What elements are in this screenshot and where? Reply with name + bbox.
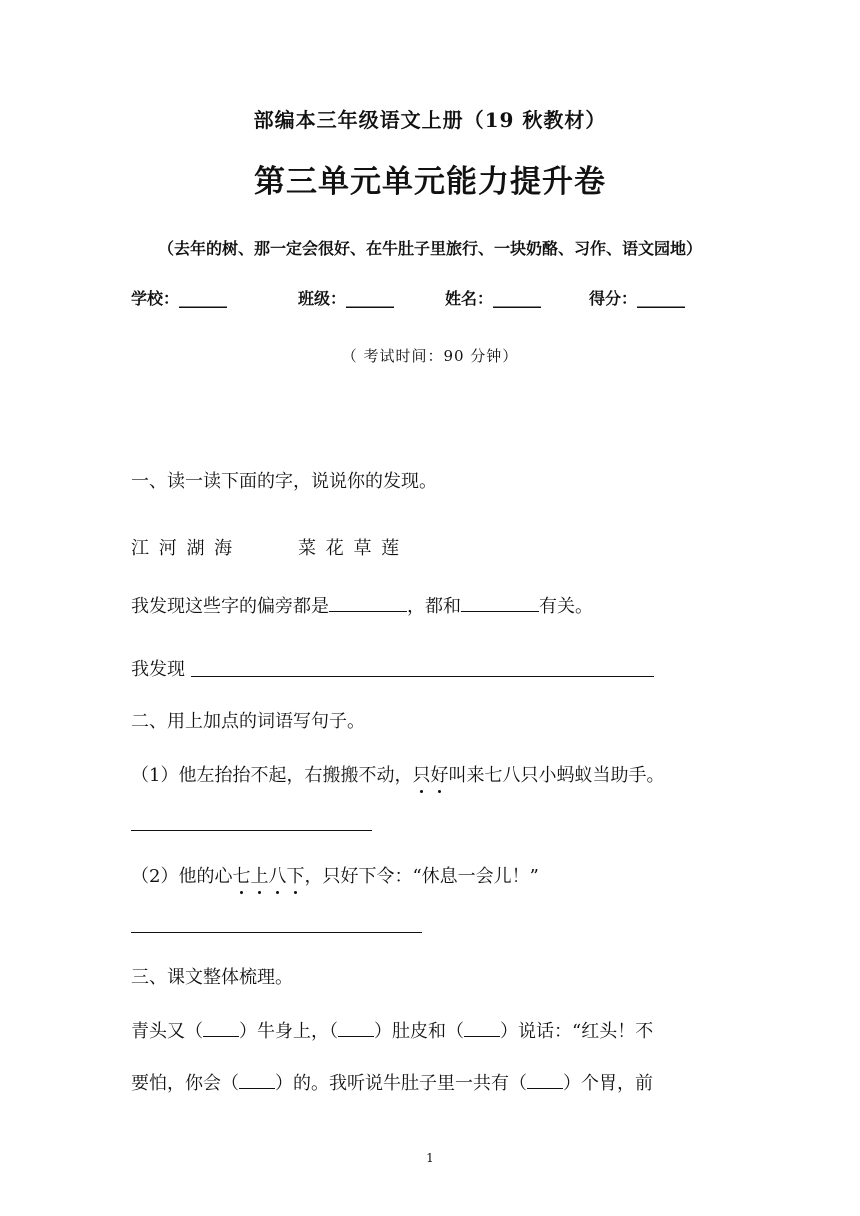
exam-time: （ 考试时间：90 分钟） [341, 347, 519, 365]
text-segment: ）个胃，前 [563, 1073, 653, 1094]
dotted-char: 七 [232, 866, 251, 887]
text-segment: ）的。我听说牛肚子里一共有（ [275, 1073, 527, 1094]
answer-line-sentence-1[interactable] [131, 830, 372, 831]
character-group-water: 江 河 湖 海 [131, 538, 235, 559]
text-segment: 叫来七八只小蚂蚁当助手。 [448, 765, 665, 786]
fill-blank[interactable] [203, 1018, 239, 1037]
fill-blank[interactable] [338, 1018, 374, 1037]
question-3-heading: 三、课文整体梳理。 [131, 967, 293, 988]
name-field: 姓名：______ [445, 289, 542, 308]
school-field: 学校：______ [131, 289, 228, 308]
answer-line-sentence-2[interactable] [131, 932, 422, 933]
dotted-char: 好 [430, 765, 449, 786]
text-segment: （1）他左抬抬不起，右搬搬不动， [131, 765, 413, 786]
text-segment: 青头又（ [131, 1021, 203, 1042]
dotted-char: 只 [412, 765, 431, 786]
dotted-char: 下 [286, 866, 305, 887]
fill-blank-radical[interactable] [329, 593, 407, 612]
lesson-list: （去年的树、那一定会很好、在牛肚子里旅行、一块奶酪、习作、语文园地） [157, 239, 702, 258]
document-title: 第三单元单元能力提升卷 [254, 164, 606, 200]
text-segment: ，只好下令：“休息一会儿！” [304, 866, 539, 887]
text-segment: （2）他的心 [131, 866, 233, 887]
question-1-heading: 一、读一读下面的字，说说你的发现。 [131, 471, 437, 492]
text-segment: ）说话：“红头！不 [500, 1021, 654, 1042]
character-group-plant: 菜 花 草 莲 [298, 538, 402, 559]
question-1-line-1 [131, 592, 593, 618]
text-segment: 我发现这些字的偏旁都是 [131, 596, 329, 617]
question-2-item-2 [131, 862, 539, 888]
class-field: 班级：______ [298, 289, 395, 308]
text-segment: ）肚皮和（ [374, 1021, 464, 1042]
fill-blank[interactable] [239, 1070, 275, 1089]
fill-blank-related[interactable] [461, 593, 539, 612]
text-segment: 要怕，你会（ [131, 1073, 239, 1094]
question-1-line-2-label: 我发现 [131, 659, 185, 680]
text-segment: ）牛身上，（ [239, 1021, 338, 1042]
score-field: 得分：______ [589, 289, 686, 308]
fill-blank[interactable] [527, 1070, 563, 1089]
dotted-char: 八 [268, 866, 287, 887]
question-3-paragraph-line-2 [131, 1069, 653, 1095]
question-2-item-1 [131, 761, 664, 787]
question-2-heading: 二、用上加点的词语写句子。 [131, 711, 365, 732]
dotted-char: 上 [250, 866, 269, 887]
answer-line-discovery[interactable] [191, 676, 654, 677]
text-segment: ，都和 [407, 596, 461, 617]
fill-blank[interactable] [464, 1018, 500, 1037]
page-number: 1 [426, 1151, 434, 1165]
document-subtitle: 部编本三年级语文上册（19 秋教材） [253, 108, 607, 132]
text-segment: 有关。 [539, 596, 593, 617]
question-3-paragraph-line-1 [131, 1017, 653, 1043]
